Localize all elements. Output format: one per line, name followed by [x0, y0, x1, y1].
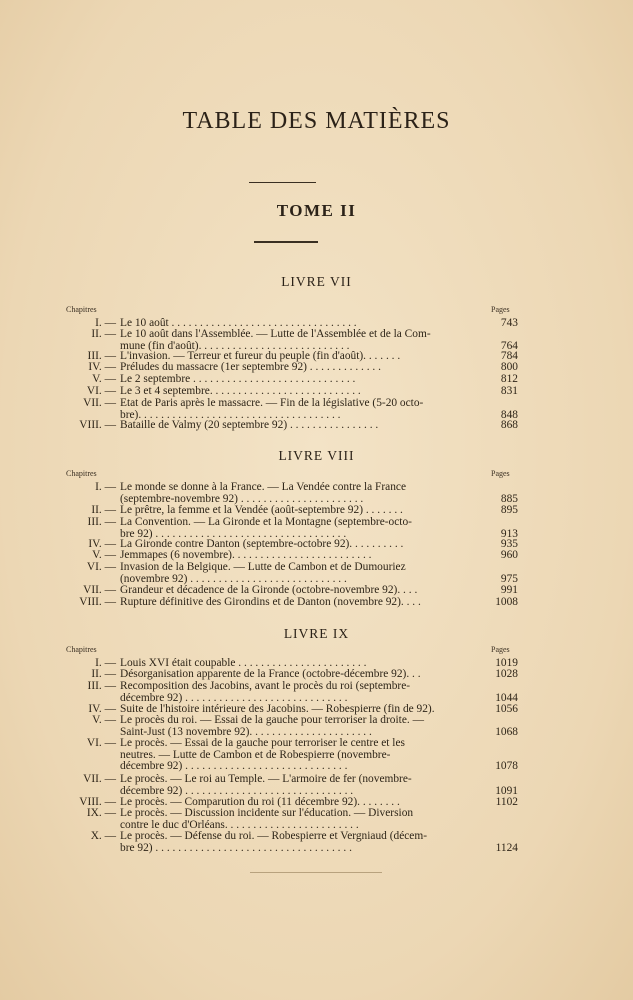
page-number: 991 — [500, 584, 518, 596]
toc-entry[interactable] — [66, 362, 518, 374]
chapter-number: VI. — — [86, 385, 116, 397]
chapter-title: La Convention. — La Gironde et la Montagne (septembre-octo- bre 92) . . . . . . . . . . . . . . . . . . . . . . . . . . . . . . . . . . — [120, 517, 412, 540]
chapter-title: La Gironde contre Danton (septembre-octobre 92). . . . . . . . . . — [120, 539, 404, 550]
chapter-number: VII. — — [83, 584, 116, 596]
chapter-number: X. — — [90, 830, 116, 842]
page-number: 975 — [500, 572, 518, 585]
page-number: 1056 — [495, 703, 518, 715]
chapter-number: IV. — — [88, 538, 116, 550]
chapter-title: Suite de l'histoire intérieure des Jacobins. — Robespierre (fin de 92). — [120, 704, 435, 715]
end-divider — [250, 872, 382, 873]
page-number: 784 — [500, 350, 518, 362]
toc-entry[interactable] — [66, 351, 518, 363]
page-number: 800 — [500, 361, 518, 373]
chapter-title: Bataille de Valmy (20 septembre 92) . . . . . . . . . . . . . . . . — [120, 420, 379, 431]
chapter-title: Le monde se donne à la France. — La Vendée contre la France (septembre-novembre 92) . . . . . . . . . . . . . . . . . . . . . . — [120, 482, 407, 505]
chapter-number: V. — — [92, 549, 116, 561]
page-number: 895 — [500, 504, 518, 516]
chapter-number: V. — — [92, 714, 116, 726]
toc-entry[interactable] — [66, 539, 518, 551]
toc-entry[interactable] — [66, 517, 518, 540]
chapter-title: Le 10 août dans l'Assemblée. — Lutte de l'Assemblée et de la Com- mune (fin d'août). . . . . . . . . . . . . . . . . . . . . . . . . . . — [120, 329, 431, 352]
chapter-title: Le procès. — Discussion incidente sur l'éducation. — Diversion contre le duc d'Orléans. . . . . . . . . . . . . . . . . . . . . . . . — [120, 808, 414, 831]
chapter-number: VIII. — — [79, 596, 116, 608]
page-number: 1044 — [495, 691, 518, 704]
page-number: 868 — [500, 419, 518, 431]
chapter-number: I. — — [95, 317, 116, 329]
page-number: 885 — [500, 492, 518, 505]
chapter-number: I. — — [95, 481, 116, 493]
page-number: 1068 — [495, 725, 518, 738]
chapter-title: Le procès. — Le roi au Temple. — L'armoire de fer (novembre- décembre 92) . . . . . . . . . . . . . . . . . . . . . . . . . . . . . . — [120, 774, 412, 797]
toc-entry[interactable] — [66, 329, 518, 352]
toc-entry[interactable] — [66, 831, 518, 854]
chapter-number: I. — — [95, 657, 116, 669]
chapter-number: V. — — [92, 373, 116, 385]
livre-heading: LIVRE VII — [281, 274, 352, 289]
toc-entry[interactable] — [66, 482, 518, 505]
chapter-number: II. — — [91, 668, 116, 680]
pages-column-header: Pages — [491, 305, 510, 314]
toc-entry[interactable] — [66, 318, 518, 330]
chapter-title: Grandeur et décadence de la Gironde (octobre-novembre 92). . . . — [120, 585, 418, 596]
toc-entry[interactable] — [66, 658, 518, 670]
page-number: 831 — [500, 385, 518, 397]
toc-entry[interactable] — [66, 585, 518, 597]
chapter-number: IV. — — [88, 703, 116, 715]
chapter-title: Le 10 août . . . . . . . . . . . . . . . . . . . . . . . . . . . . . . . . . — [120, 318, 357, 329]
toc-entry[interactable] — [66, 374, 518, 386]
toc-entry[interactable] — [66, 715, 518, 738]
chapter-title: Rupture définitive des Girondins et de Danton (novembre 92). . . . — [120, 597, 421, 608]
toc-entry[interactable] — [66, 681, 518, 704]
chapters-column-header: Chapitres — [66, 469, 97, 478]
pages-column-header: Pages — [491, 645, 510, 654]
page-number: 812 — [500, 373, 518, 385]
chapter-number: IV. — — [88, 361, 116, 373]
chapter-number: VI. — — [86, 737, 116, 749]
chapter-title: Invasion de la Belgique. — Lutte de Cambon et de Dumouriez (novembre 92) . . . . . . . . . . . . . . . . . . . . . . . . . . . . — [120, 562, 406, 585]
chapter-title: Le 3 et 4 septembre. . . . . . . . . . . . . . . . . . . . . . . . . . . — [120, 386, 361, 397]
page-number: 1008 — [495, 596, 518, 608]
chapter-number: VI. — — [86, 561, 116, 573]
toc-entry[interactable] — [66, 398, 518, 421]
livre-heading: LIVRE IX — [283, 626, 350, 641]
chapter-number: IX. — — [86, 807, 116, 819]
chapter-title: Le 2 septembre . . . . . . . . . . . . . . . . . . . . . . . . . . . . . — [120, 374, 356, 385]
page-number: 1124 — [495, 841, 518, 854]
toc-entry[interactable] — [66, 738, 518, 773]
chapter-number: III. — — [87, 516, 116, 528]
chapters-column-header: Chapitres — [66, 645, 97, 654]
page-number: 743 — [500, 317, 518, 329]
page-number: 764 — [500, 339, 518, 352]
toc-entry[interactable] — [66, 808, 518, 831]
chapter-title: L'invasion. — Terreur et fureur du peuple (fin d'août). . . . . . . — [120, 351, 401, 362]
chapter-number: II. — — [91, 328, 116, 340]
toc-entry[interactable] — [66, 704, 518, 716]
page-number: 935 — [500, 538, 518, 550]
pages-column-header: Pages — [491, 469, 510, 478]
toc-entry[interactable] — [66, 550, 518, 562]
page-number: 848 — [500, 408, 518, 421]
chapter-title: Préludes du massacre (1er septembre 92) . . . . . . . . . . . . . — [120, 362, 381, 373]
chapter-title: Le prêtre, la femme et la Vendée (août-septembre 92) . . . . . . . — [120, 505, 403, 516]
chapter-number: III. — — [87, 350, 116, 362]
page-number: 1102 — [495, 796, 518, 808]
page-number: 1028 — [495, 668, 518, 680]
chapter-number: VIII. — — [79, 796, 116, 808]
chapter-number: VIII. — — [79, 419, 116, 431]
page-number: 1019 — [495, 657, 518, 669]
chapter-number: VII. — — [83, 397, 116, 409]
chapter-number: VII. — — [83, 773, 116, 785]
page-number: 1091 — [495, 784, 518, 797]
page-number: 913 — [500, 527, 518, 540]
chapter-title: Jemmapes (6 novembre). . . . . . . . . . . . . . . . . . . . . . . . . — [120, 550, 372, 561]
toc-entry[interactable] — [66, 774, 518, 797]
page-title: TABLE DES MATIÈRES — [182, 108, 451, 134]
tome-heading: TOME II — [276, 201, 357, 220]
page-number: 960 — [500, 549, 518, 561]
chapter-title: Recomposition des Jacobins, avant le procès du roi (septembre- décembre 92) . . . . . . . . . . . . . . . . . . . . . . . . . . . . . — [120, 681, 411, 704]
toc-entry[interactable] — [66, 505, 518, 517]
chapter-title: Désorganisation apparente de la France (octobre-décembre 92). . . — [120, 669, 421, 680]
chapter-title: Le procès. — Essai de la gauche pour terroriser le centre et les neutres. — Lutte de Cambon et de Robespierre (novembre- décembre 92) . . . . . . . . . . . . . . . . . . . . . . . . . . . . . — [120, 738, 405, 772]
chapter-title: Le procès. — Défense du roi. — Robespierre et Vergniaud (décem- bre 92) . . . . . . . . . . . . . . . . . . . . . . . . . . . . . . . . . . . — [120, 831, 428, 854]
toc-entry[interactable] — [66, 597, 518, 609]
livre-heading: LIVRE VIII — [278, 448, 355, 463]
toc-entry[interactable] — [66, 420, 518, 432]
chapters-column-header: Chapitres — [66, 305, 97, 314]
chapter-title: Le procès. — Comparution du roi (11 décembre 92). . . . . . . . — [120, 797, 400, 808]
toc-entry[interactable] — [66, 797, 518, 809]
toc-entry[interactable] — [66, 386, 518, 398]
chapter-number: III. — — [87, 680, 116, 692]
page-number: 1078 — [495, 760, 518, 772]
chapter-title: Louis XVI était coupable . . . . . . . . . . . . . . . . . . . . . . . — [120, 658, 367, 669]
tome-divider — [254, 241, 318, 243]
chapter-title: État de Paris après le massacre. — Fin de la législative (5-20 octo- bre). . . . . . . . . . . . . . . . . . . . . . . . . . . . . . . . . . . . — [120, 398, 424, 421]
toc-entry[interactable] — [66, 669, 518, 681]
chapter-title: Le procès du roi. — Essai de la gauche pour terroriser la droite. — Saint-Just (13 novembre 92). . . . . . . . . . . . . . . . . . . . . . — [120, 715, 424, 738]
chapter-number: II. — — [91, 504, 116, 516]
toc-entry[interactable] — [66, 562, 518, 585]
